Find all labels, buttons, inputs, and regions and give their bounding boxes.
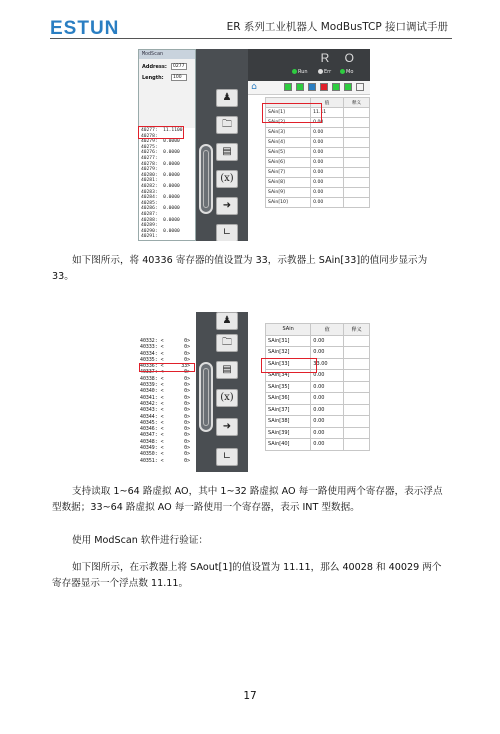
table-row[interactable] bbox=[266, 381, 370, 393]
toolbar bbox=[248, 81, 370, 95]
register-row: 40284: 0.0000 bbox=[141, 195, 180, 201]
variable-description bbox=[344, 335, 370, 347]
register-row: 40344: < 0> bbox=[140, 413, 191, 420]
table-row[interactable] bbox=[266, 393, 370, 405]
register-row: 40286: 0.0000 bbox=[141, 206, 180, 212]
variable-name: SAin[9] bbox=[266, 188, 311, 198]
col-desc-header: 释义 bbox=[344, 324, 370, 336]
register-row: 40333: < 0> bbox=[140, 344, 191, 351]
register-row: 40278: bbox=[141, 133, 158, 139]
variable-value[interactable]: 0.00 bbox=[311, 427, 344, 439]
variable-description bbox=[344, 178, 370, 188]
register-row: 40350: < 0> bbox=[140, 451, 191, 458]
variable-description bbox=[344, 427, 370, 439]
variable-name: SAin[3] bbox=[266, 128, 311, 138]
variable-description bbox=[344, 108, 370, 118]
table-row[interactable] bbox=[266, 158, 370, 168]
variable-value[interactable]: 0.00 bbox=[311, 128, 344, 138]
register-row: 40285: bbox=[141, 200, 158, 206]
paragraph-2: 支持读取 1~64 路虚拟 AO，其中 1~32 路虚拟 AO 每一路使用两个寄存器，表示浮点型数据；33~64 路虚拟 AO 每一路使用一个寄存器，表示 INT 型数据。 bbox=[52, 486, 443, 513]
variable-name: SAin[33] bbox=[266, 358, 311, 370]
variable-value[interactable]: 11.11 bbox=[311, 108, 344, 118]
register-row: 40275: bbox=[141, 144, 158, 150]
variable-value[interactable]: 0.00 bbox=[311, 168, 344, 178]
variable-value[interactable]: 0.00 bbox=[311, 158, 344, 168]
variable-value[interactable]: 0.00 bbox=[311, 178, 344, 188]
header-rule bbox=[50, 38, 452, 39]
register-row: 40280: 0.0000 bbox=[141, 172, 180, 178]
figure-2-screenshot bbox=[138, 312, 370, 472]
table-row[interactable] bbox=[266, 148, 370, 158]
variable-name: SAin[6] bbox=[266, 158, 311, 168]
sain-table bbox=[265, 323, 370, 451]
paragraph-1: 如下图所示，将 40336 寄存器的值设置为 33，示教器上 SAin[33]的值同步显示为 33。 bbox=[52, 255, 428, 282]
axes-icon[interactable]: ∟ bbox=[216, 448, 238, 466]
table-row[interactable] bbox=[266, 128, 370, 138]
register-row: 40349: < 0> bbox=[140, 445, 191, 452]
variable-name: SAin[5] bbox=[266, 148, 311, 158]
variable-value[interactable]: 0.00 bbox=[311, 335, 344, 347]
highlight-box bbox=[261, 358, 317, 373]
variable-value[interactable]: 0.00 bbox=[311, 404, 344, 416]
register-row: 40337: < 0> bbox=[140, 369, 191, 376]
register-row: 40346: < 0> bbox=[140, 426, 191, 433]
address-field[interactable]: 0277 bbox=[171, 63, 187, 70]
register-row: 40290: 0.0000 bbox=[141, 228, 180, 234]
register-row: 40288: 0.0000 bbox=[141, 217, 180, 223]
variable-description bbox=[344, 118, 370, 128]
variable-description bbox=[344, 393, 370, 405]
register-row: 40277: bbox=[141, 155, 158, 161]
variable-value[interactable]: 0.00 bbox=[311, 148, 344, 158]
folder-icon[interactable]: 🗀 bbox=[216, 116, 238, 134]
address-label: Address: bbox=[142, 64, 167, 70]
enable-switch[interactable] bbox=[199, 362, 213, 432]
tool-green-1[interactable] bbox=[284, 83, 292, 91]
table-row[interactable] bbox=[266, 188, 370, 198]
variable-description bbox=[344, 128, 370, 138]
register-row: 40345: < 0> bbox=[140, 419, 191, 426]
variable-description bbox=[344, 404, 370, 416]
variable-panel bbox=[248, 49, 370, 241]
register-row: 40335: < 0> bbox=[140, 356, 191, 363]
register-row: 40338: < 0> bbox=[140, 375, 191, 382]
register-row: 40282: 0.0000 bbox=[141, 183, 180, 189]
variable-description bbox=[344, 347, 370, 359]
length-label: Length: bbox=[142, 75, 164, 81]
tool-green-4[interactable] bbox=[344, 83, 352, 91]
variable-name: SAin[2] bbox=[266, 118, 311, 128]
variable-name: SAin[10] bbox=[266, 198, 311, 208]
register-row: 40348: < 0> bbox=[140, 438, 191, 445]
variable-description bbox=[344, 370, 370, 382]
ro-label: R O bbox=[320, 51, 360, 65]
variable-name: SAin[4] bbox=[266, 138, 311, 148]
register-row: 40332: < 0> bbox=[140, 338, 191, 344]
tool-gray[interactable] bbox=[356, 83, 364, 91]
variable-value[interactable]: 0.00 bbox=[311, 381, 344, 393]
table-row[interactable] bbox=[266, 404, 370, 416]
variable-description bbox=[344, 168, 370, 178]
variable-icon[interactable]: (x) bbox=[216, 389, 238, 407]
col-value-header: 值 bbox=[311, 98, 344, 108]
variable-name: SAin[35] bbox=[266, 381, 311, 393]
variable-icon[interactable]: (x) bbox=[216, 170, 238, 188]
variable-name: SAin[36] bbox=[266, 393, 311, 405]
table-row[interactable] bbox=[266, 178, 370, 188]
page-number: 17 bbox=[243, 690, 257, 702]
variable-name: SAin[39] bbox=[266, 427, 311, 439]
register-row: 40279: 0.0000 bbox=[141, 139, 180, 145]
home-icon[interactable]: ⌂ bbox=[251, 82, 257, 92]
variable-panel bbox=[248, 312, 370, 472]
header-title: ER 系列工业机器人 ModBusTCP 接口调试手册 bbox=[226, 21, 448, 33]
err-status: Err bbox=[318, 69, 331, 75]
variable-value[interactable]: 0.00 bbox=[311, 393, 344, 405]
variable-value[interactable]: 0.00 bbox=[311, 347, 344, 359]
highlight-box bbox=[139, 363, 195, 372]
mo-status: Mo bbox=[340, 69, 353, 75]
register-row: 40291: bbox=[141, 234, 158, 240]
variable-description bbox=[344, 416, 370, 428]
register-row: 40339: < 0> bbox=[140, 382, 191, 389]
teach-pendant-sidebar bbox=[196, 312, 248, 472]
register-row: 40276: 0.0000 bbox=[141, 150, 180, 156]
variable-name: SAin[31] bbox=[266, 335, 311, 347]
variable-value[interactable]: 0.00 bbox=[311, 370, 344, 382]
col-desc-header: 释义 bbox=[344, 98, 370, 108]
variable-value[interactable]: 33.00 bbox=[311, 358, 344, 370]
variable-name: SAin[8] bbox=[266, 178, 311, 188]
teach-pendant-sidebar bbox=[196, 49, 248, 241]
jog-icon[interactable]: ➜ bbox=[216, 418, 238, 436]
person-icon[interactable]: ♟ bbox=[216, 89, 238, 107]
variable-description bbox=[344, 198, 370, 208]
register-row: 40336: < 33> bbox=[140, 363, 191, 370]
variable-value[interactable]: 0.00 bbox=[311, 439, 344, 451]
enable-switch[interactable] bbox=[199, 144, 213, 214]
document-icon[interactable]: ▤ bbox=[216, 361, 238, 379]
modscan-window bbox=[138, 49, 196, 241]
register-row: 40287: bbox=[141, 211, 158, 217]
variable-name: SAin[7] bbox=[266, 168, 311, 178]
register-row: 40277: 11.1100 bbox=[141, 128, 183, 133]
register-row: 40283: bbox=[141, 189, 158, 195]
register-row: 40341: < 0> bbox=[140, 394, 191, 401]
variable-name: SAin[34] bbox=[266, 370, 311, 382]
tool-red[interactable] bbox=[320, 83, 328, 91]
table-row[interactable] bbox=[266, 439, 370, 451]
register-row: 40343: < 0> bbox=[140, 407, 191, 414]
variable-value[interactable]: 0.00 bbox=[311, 416, 344, 428]
register-row: 40347: < 0> bbox=[140, 432, 191, 439]
register-list bbox=[139, 128, 195, 240]
variable-name: SAin[1] bbox=[266, 108, 311, 118]
register-row: 40279: bbox=[141, 167, 158, 173]
variable-name: SAin[40] bbox=[266, 439, 311, 451]
variable-name: SAin[37] bbox=[266, 404, 311, 416]
register-row: 40340: < 0> bbox=[140, 388, 191, 395]
variable-name: SAin[32] bbox=[266, 347, 311, 359]
register-list bbox=[138, 338, 194, 472]
variable-name: SAin[38] bbox=[266, 416, 311, 428]
variable-value[interactable]: 0.00 bbox=[311, 188, 344, 198]
variable-value[interactable]: 0.00 bbox=[311, 138, 344, 148]
register-row: 40289: bbox=[141, 223, 158, 229]
table-row[interactable] bbox=[266, 168, 370, 178]
register-row: 40351: < 0> bbox=[140, 457, 191, 464]
run-status: Run bbox=[292, 69, 308, 75]
highlight-box bbox=[262, 103, 322, 123]
variable-description bbox=[344, 188, 370, 198]
table-row[interactable] bbox=[266, 416, 370, 428]
length-field[interactable]: 100 bbox=[171, 74, 187, 81]
axes-icon[interactable]: ∟ bbox=[216, 224, 238, 241]
modscan-title: ModScan bbox=[139, 50, 195, 59]
table-row[interactable] bbox=[266, 347, 370, 359]
variable-description bbox=[344, 158, 370, 168]
person-icon[interactable]: ♟ bbox=[216, 312, 238, 330]
folder-icon[interactable]: 🗀 bbox=[216, 334, 238, 352]
variable-description bbox=[344, 148, 370, 158]
variable-description bbox=[344, 138, 370, 148]
variable-value[interactable]: 0.00 bbox=[311, 118, 344, 128]
col-value-header: 值 bbox=[311, 324, 344, 336]
register-row: 40278: 0.0000 bbox=[141, 161, 180, 167]
estun-logo: ESTUN bbox=[50, 18, 120, 39]
variable-value[interactable]: 0.00 bbox=[311, 198, 344, 208]
variable-description bbox=[344, 439, 370, 451]
document-icon[interactable]: ▤ bbox=[216, 143, 238, 161]
variable-description bbox=[344, 358, 370, 370]
paragraph-4: 如下图所示，在示教器上将 SAout[1]的值设置为 11.11，那么 40028 和 40029 两个寄存器显示一个浮点数 11.11。 bbox=[52, 562, 442, 589]
variable-description bbox=[344, 381, 370, 393]
col-name-header: SAin bbox=[266, 324, 311, 336]
table-row[interactable] bbox=[266, 335, 370, 347]
status-bar bbox=[248, 49, 370, 81]
jog-icon[interactable]: ➜ bbox=[216, 197, 238, 215]
table-row[interactable] bbox=[266, 427, 370, 439]
register-row: 40334: < 0> bbox=[140, 350, 191, 357]
tool-green-2[interactable] bbox=[296, 83, 304, 91]
register-row: 40281: bbox=[141, 178, 158, 184]
tool-blue[interactable] bbox=[308, 83, 316, 91]
tool-green-3[interactable] bbox=[332, 83, 340, 91]
figure-1-screenshot bbox=[138, 49, 370, 241]
highlight-box bbox=[138, 126, 184, 139]
paragraph-3: 使用 ModScan 软件进行验证： bbox=[72, 535, 209, 546]
register-row: 40342: < 0> bbox=[140, 400, 191, 407]
table-row[interactable] bbox=[266, 138, 370, 148]
table-row[interactable] bbox=[266, 198, 370, 208]
